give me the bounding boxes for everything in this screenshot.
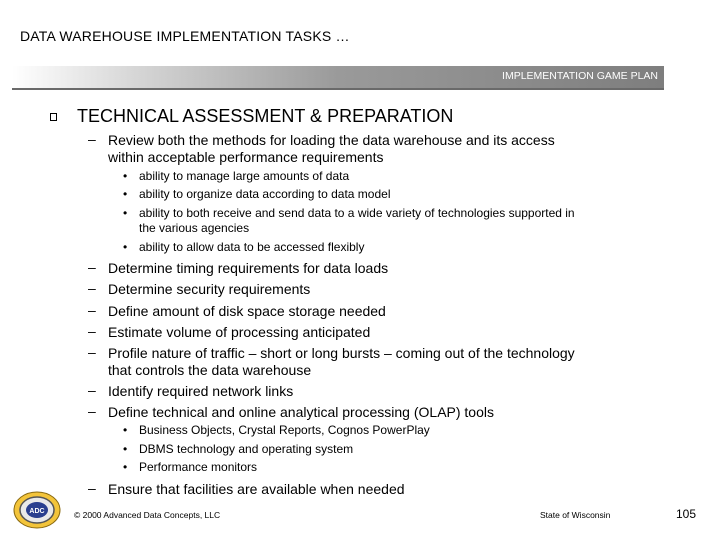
square-bullet-icon [50,113,57,121]
task-item-continuation: that controls the data warehouse [108,362,312,378]
tool-bullet: Business Objects, Crystal Reports, Cognos PowerPlay [139,423,430,437]
dot-bullet: • [123,460,128,474]
task-item: Determine timing requirements for data loads [108,260,389,276]
task-item: Estimate volume of processing anticipated [108,324,371,340]
dash-bullet: – [88,259,96,275]
task-item: Define amount of disk space storage needed [108,303,386,319]
dash-bullet: – [88,323,96,339]
banner-label: IMPLEMENTATION GAME PLAN [502,70,658,82]
tool-bullet: Performance monitors [139,460,258,474]
review-bullet: ability to organize data according to data model [139,187,391,201]
dash-bullet: – [88,280,96,296]
dash-bullet: – [88,382,96,398]
task-item: Determine security requirements [108,281,311,297]
dash-bullet: – [88,403,96,419]
logo-text: ADC [29,508,45,515]
dash-bullet: – [88,480,96,496]
task-item: Define technical and online analytical processing (OLAP) tools [108,404,494,420]
dot-bullet: • [123,423,128,437]
company-logo [12,490,62,530]
review-bullet: ability to allow data to be accessed flexibly [139,240,365,254]
dot-bullet: • [123,187,128,201]
dot-bullet: • [123,442,128,456]
review-line-1: Review both the methods for loading the data warehouse and its access [108,132,555,148]
dot-bullet: • [123,206,128,220]
dot-bullet: • [123,169,128,183]
dash-bullet: – [88,131,96,147]
dot-bullet: • [123,240,128,254]
dash-bullet: – [88,302,96,318]
review-bullet-continuation: the various agencies [139,221,250,235]
footer-state: State of Wisconsin [540,510,611,520]
review-bullet: ability to manage large amounts of data [139,169,350,183]
task-item-last: Ensure that facilities are available when needed [108,481,405,497]
banner [12,66,664,90]
review-bullet: ability to both receive and send data to a wide variety of technologies supported in [139,206,575,220]
page-number: 105 [676,507,697,521]
section-heading: TECHNICAL ASSESSMENT & PREPARATION [77,106,454,126]
task-item: Identify required network links [108,383,294,399]
copyright-notice: © 2000 Advanced Data Concepts, LLC [74,510,221,520]
slide-title: DATA WAREHOUSE IMPLEMENTATION TASKS … [20,28,350,44]
dash-bullet: – [88,344,96,360]
tool-bullet: DBMS technology and operating system [139,442,354,456]
task-item: Profile nature of traffic – short or long bursts – coming out of the technology [108,345,575,361]
review-line-2: within acceptable performance requirements [108,149,384,165]
